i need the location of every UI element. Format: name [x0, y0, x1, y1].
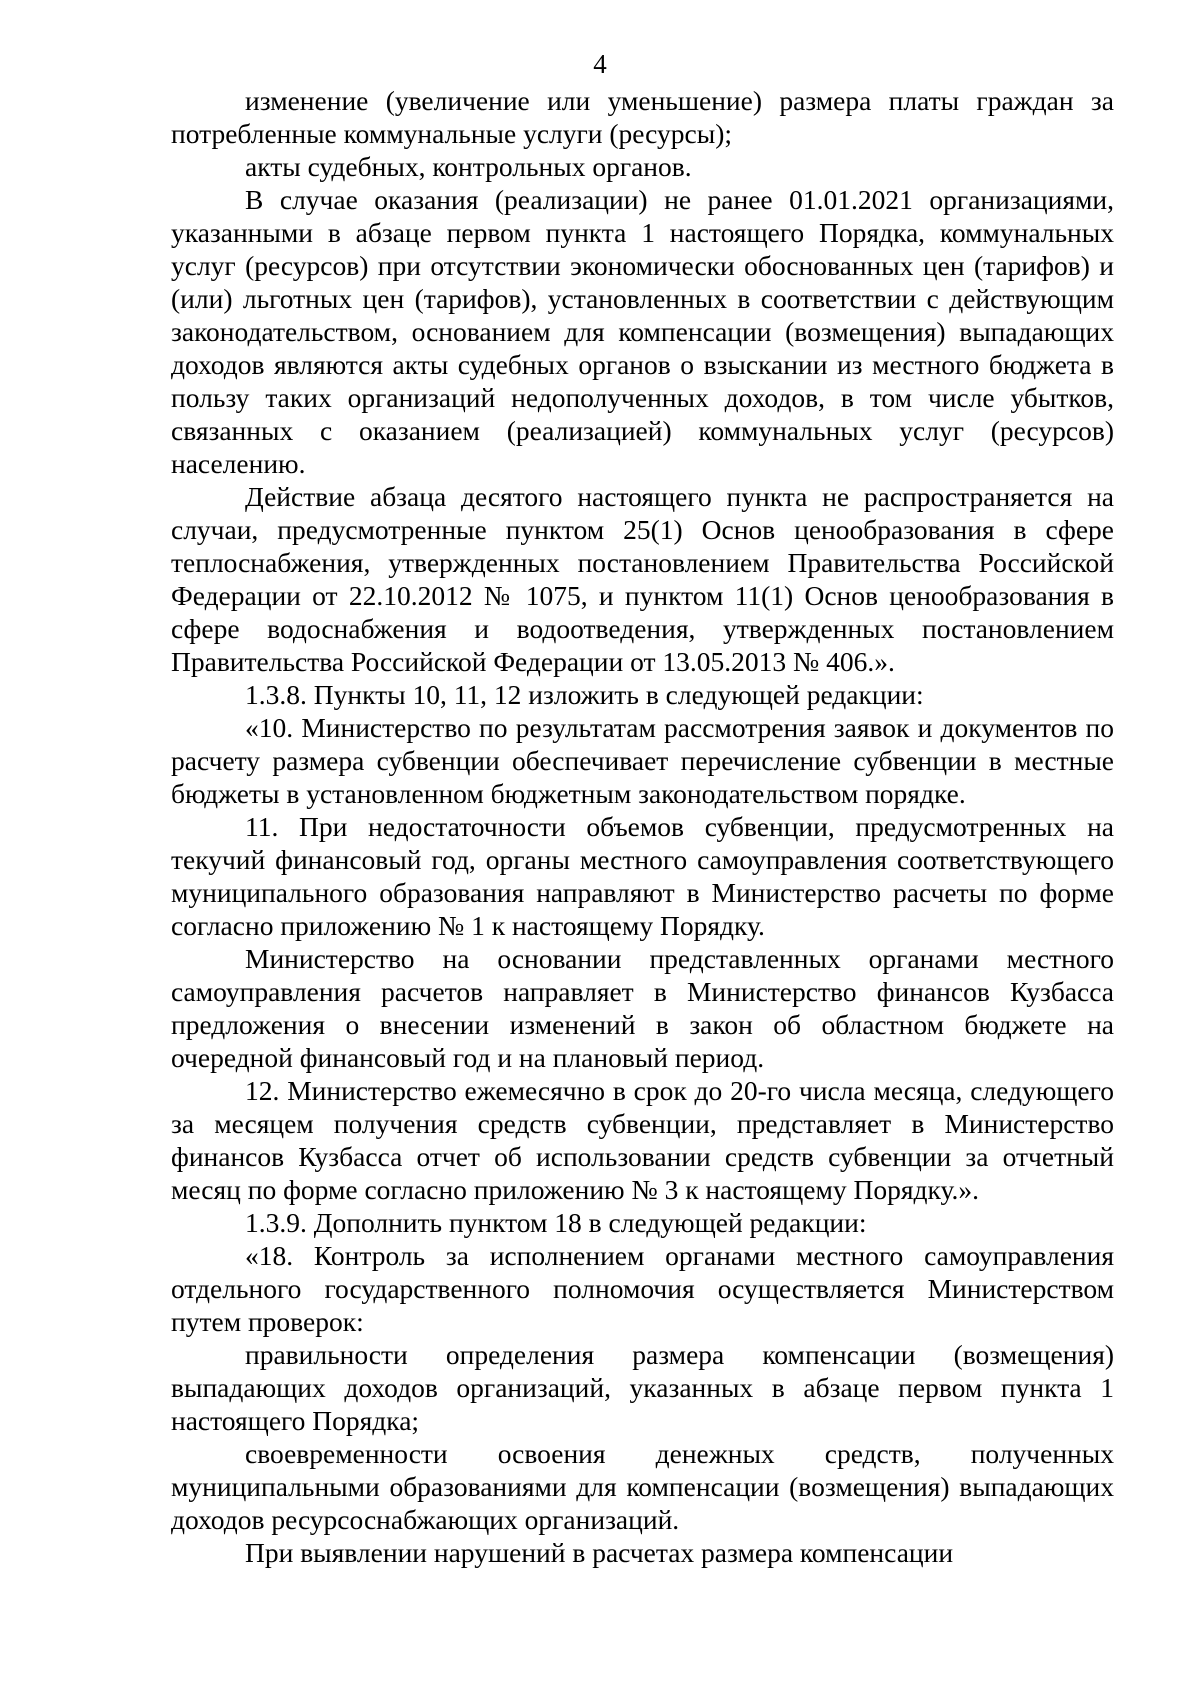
paragraph: акты судебных, контрольных органов.	[245, 151, 692, 182]
paragraph: изменение (увеличение или уменьшение) размера платы граждан за потребленные коммунальные услуги (ресурсы);	[171, 85, 1114, 149]
paragraph: 11. При недостаточности объемов субвенции, предусмотренных на текучий финансовый год, органы местного самоуправления соответствующего муниципального образования направляют в Министерство расчеты по форме согласно приложению № 1 к настоящему Порядку.	[171, 811, 1114, 941]
page-number: 4	[593, 49, 607, 79]
paragraph: Министерство на основании представленных органами местного самоуправления расчетов направляет в Министерство финансов Кузбасса предложения о внесении изменений в закон об областном бюджете на очередной финансовый год и на плановый период.	[171, 943, 1114, 1073]
paragraph: 1.3.9. Дополнить пунктом 18 в следующей редакции:	[245, 1207, 867, 1238]
paragraph: 12. Министерство ежемесячно в срок до 20-го числа месяца, следующего за месяцем получения средств субвенции, представляет в Министерство финансов Кузбасса отчет об использовании средств субвенции за отчетный месяц по форме согласно приложению № 3 к настоящему Порядку.».	[171, 1075, 1114, 1205]
paragraph: «10. Министерство по результатам рассмотрения заявок и документов по расчету размера субвенции обеспечивает перечисление субвенции в местные бюджеты в установленном бюджетным законодательством порядке.	[171, 712, 1114, 809]
document-body	[171, 84, 1114, 1569]
paragraph: своевременности освоения денежных средств, полученных муниципальными образованиями для компенсации (возмещения) выпадающих доходов ресурсоснабжающих организаций.	[171, 1438, 1114, 1535]
paragraph: «18. Контроль за исполнением органами местного самоуправления отдельного государственного полномочия осуществляется Министерством путем проверок:	[171, 1240, 1114, 1337]
paragraph: При выявлении нарушений в расчетах размера компенсации	[245, 1537, 954, 1568]
paragraph: 1.3.8. Пункты 10, 11, 12 изложить в следующей редакции:	[245, 679, 924, 710]
paragraph: Действие абзаца десятого настоящего пункта не распространяется на случаи, предусмотренные пунктом 25(1) Основ ценообразования в сфере теплоснабжения, утвержденных постановлением Правительства Российской Федерации от 22.10.2012 № 1075, и пунктом 11(1) Основ ценообразования в сфере водоснабжения и водоотведения, утвержденных постановлением Правительства Российской Федерации от 13.05.2013 № 406.».	[171, 481, 1114, 677]
paragraph: В случае оказания (реализации) не ранее 01.01.2021 организациями, указанными в абзаце первом пункта 1 настоящего Порядка, коммунальных услуг (ресурсов) при отсутствии экономически обоснованных цен (тарифов) и (или) льготных цен (тарифов), установленных в соответствии с действующим законодательством, основанием для компенсации (возмещения) выпадающих доходов являются акты судебных органов о взыскании из местного бюджета в пользу таких организаций недополученных доходов, в том числе убытков, связанных с оказанием (реализацией) коммунальных услуг (ресурсов) населению.	[171, 184, 1114, 479]
paragraph: правильности определения размера компенсации (возмещения) выпадающих доходов организаций, указанных в абзаце первом пункта 1 настоящего Порядка;	[171, 1339, 1114, 1436]
